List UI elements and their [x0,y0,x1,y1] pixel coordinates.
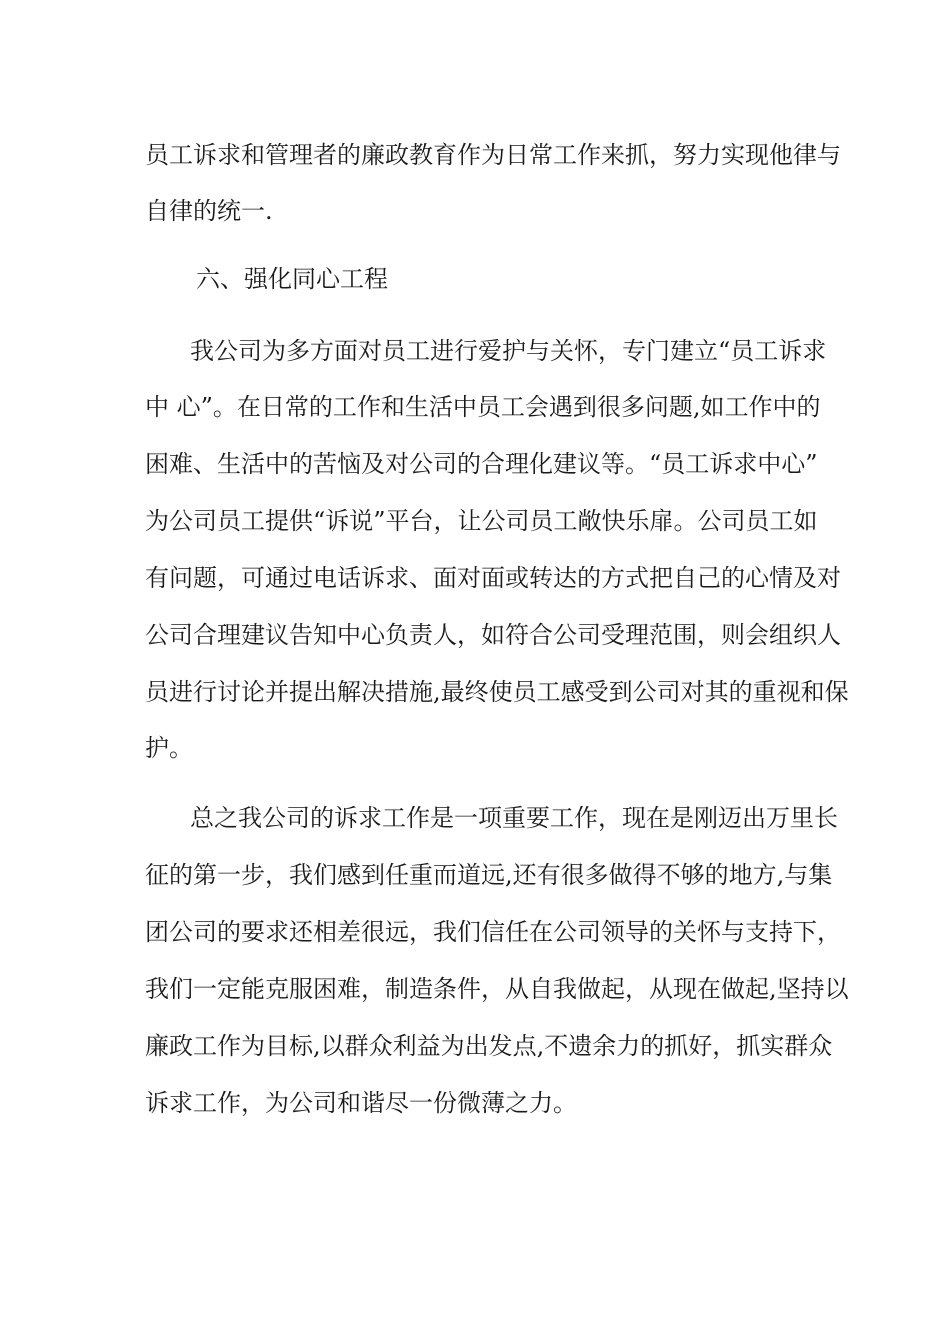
text-line: 自律的统一. [145,197,273,225]
paragraph-first-line: 我公司为多方面对员工进行爱护与关怀，专门建立“员工诉求 [190,337,827,365]
text-line: 廉政工作为目标,以群众利益为出发点,不遗余力的抓好，抓实群众 [145,1032,833,1060]
text-line: 团公司的要求还相差很远，我们信任在公司领导的关怀与支持下， [145,918,841,946]
text-line: 为公司员工提供“诉说”平台，让公司员工敞快乐扉。公司员工如 [145,507,818,535]
text-line: 我们一定能克服困难，制造条件，从自我做起，从现在做起,坚持以 [145,975,849,1003]
text-line: 公司合理建议告知中心负责人，如符合公司受理范围，则会组织人 [145,621,841,649]
section-heading: 六、强化同心工程 [196,265,388,293]
text-line: 员工诉求和管理者的廉政教育作为日常工作来抓，努力实现他律与 [145,141,841,169]
paragraph-first-line: 总之我公司的诉求工作是一项重要工作，现在是刚迈出万里长 [190,804,838,832]
text-line: 员进行讨论并提出解决措施,最终使员工感受到公司对其的重视和保 [145,678,849,706]
text-line: 中 心”。在日常的工作和生活中员工会遇到很多问题,如工作中的 [145,393,821,421]
text-line: 困难、生活中的苦恼及对公司的合理化建议等。“员工诉求中心” [145,450,818,478]
text-line: 有问题，可通过电话诉求、面对面或转达的方式把自己的心情及对 [145,564,841,592]
text-line: 诉求工作，为公司和谐尽一份微薄之力。 [145,1089,577,1117]
text-line: 征的第一步，我们感到任重而道远,还有很多做得不够的地方,与集 [145,861,833,889]
text-line: 护。 [145,734,193,762]
